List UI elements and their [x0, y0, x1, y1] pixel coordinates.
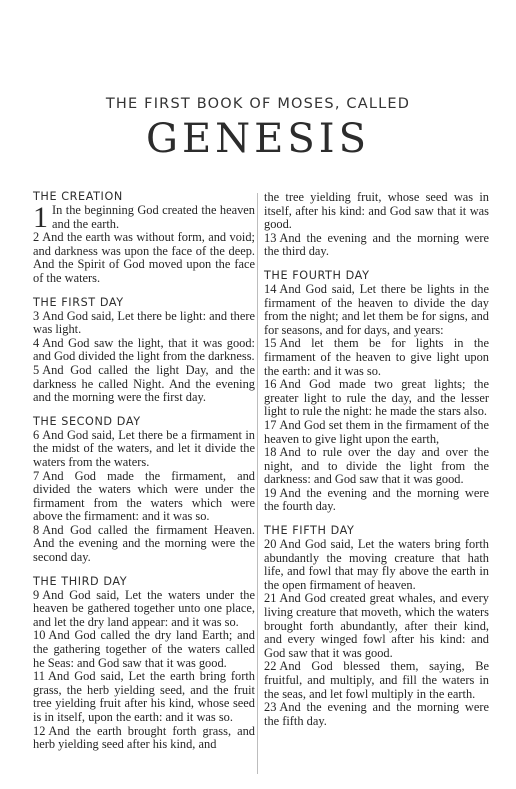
verse-text: And God said, Let the waters under the heaven be gathered together unto one place, and let the dry land appear: and it was so. [33, 587, 255, 629]
verse-text: And God said, Let there be light: and there was light. [33, 308, 255, 337]
verse-number: 18 [264, 445, 277, 460]
verse-number: 9 [33, 587, 40, 602]
left-column [33, 190, 255, 752]
verse [33, 231, 255, 285]
verse [264, 283, 489, 337]
chapter-dropcap: 1 [33, 201, 48, 234]
verse [33, 310, 255, 337]
verse-number: 3 [33, 308, 40, 323]
verse-text: And God created great whales, and every living creature that moveth, which the waters brought forth abundantly, after their kind, and every winged fowl after his kind: and God saw that it was good. [264, 591, 489, 660]
verse-number: 16 [264, 377, 277, 392]
section-heading: THE CREATION [33, 190, 123, 203]
verse [33, 201, 255, 234]
verse-number: 23 [264, 700, 277, 715]
book-title: GENESIS [146, 116, 370, 162]
verse-text: And God called the dry land Earth; and the gathering together of the waters called he Seas: and God saw that it was good. [33, 628, 255, 670]
verse-text: And let them be for lights in the firmament of the heaven to give light upon the earth: and it was so. [264, 336, 489, 378]
section-heading: THE FOURTH DAY [264, 268, 370, 282]
verse-text: And the earth brought forth grass, and herb yielding seed after his kind, and [33, 723, 255, 752]
book-kicker: THE FIRST BOOK OF MOSES, CALLED [105, 96, 411, 112]
verse-number: 14 [264, 281, 277, 296]
verse [33, 337, 255, 364]
verse-number: 10 [33, 628, 46, 643]
verse-number: 11 [33, 669, 45, 684]
section-heading: THE SECOND DAY [33, 414, 141, 428]
section-heading: THE FIFTH DAY [264, 524, 355, 538]
verse [264, 592, 489, 660]
verse-text: And God said, Let the earth bring forth grass, the herb yielding seed, and the fruit tree yielding fruit after his kind, whose seed is in itself, upon the earth: and it was so. [33, 669, 255, 724]
verse-text: And God set them in the firmament of the heaven to give light upon the earth, [264, 417, 489, 446]
verse-text: And God said, Let the waters bring forth abundantly the moving creature that hath life, and fowl that may fly above the earth in the open firmament of heaven. [264, 537, 489, 592]
verse [33, 629, 255, 670]
column-divider [257, 193, 258, 774]
verse [33, 429, 255, 470]
verse-text: And God said, Let there be a firmament in the midst of the waters, and let it divide the waters from the waters. [33, 427, 255, 469]
verse [264, 232, 489, 259]
verse-number: 22 [264, 659, 277, 674]
verse-text: And the earth was without form, and void; and darkness was upon the face of the deep. And the Spirit of God moved upon the face of the waters. [33, 230, 255, 285]
verse-text: And God said, Let there be lights in the firmament of the heaven to divide the day from the night; and let them be for signs, and for seasons, and for days, and years: [264, 281, 489, 337]
verse [33, 725, 255, 752]
verse [264, 446, 489, 487]
verse-text: And the evening and the morning were the fifth day. [264, 700, 489, 728]
verse [33, 364, 255, 405]
verse-number: 19 [264, 485, 277, 500]
verse-text: And God called the light Day, and the darkness he called Night. And the evening and the morning were the first day. [33, 362, 255, 405]
verse-text: And the evening and the morning were the third day. [264, 230, 489, 259]
verse [33, 470, 255, 524]
verse-number: 5 [33, 362, 40, 377]
verse [33, 670, 255, 724]
verse-text: And God saw the light, that it was good: and God divided the light from the darkness. [33, 335, 255, 364]
verse-number: 20 [264, 537, 277, 552]
verse-number: 4 [33, 335, 40, 350]
verse [264, 487, 489, 514]
verse [264, 538, 489, 592]
verse [264, 378, 489, 419]
verse-number: 12 [33, 723, 46, 738]
verse-text: And God blessed them, saying, Be fruitful, and multiply, and fill the waters in the seas, and let fowl multiply in the earth. [264, 659, 489, 701]
verse-number: 8 [33, 522, 40, 537]
verse [264, 701, 489, 728]
verse-number: 21 [264, 591, 277, 606]
verse [264, 660, 489, 701]
verse-text: And God called the firmament Heaven. And the evening and the morning were the second day. [33, 522, 255, 565]
verse-number: 2 [33, 230, 40, 245]
verse-text: And the evening and the morning were the fourth day. [264, 485, 489, 514]
verse-text: the tree yielding fruit, whose seed was in itself, after his kind: and God saw that it was good. [264, 190, 489, 232]
verse-number: 7 [33, 468, 40, 483]
verse-text: And to rule over the day and over the night, and to divide the light from the darkness: and God saw that it was good. [264, 445, 489, 487]
verse [264, 337, 489, 378]
right-column [264, 191, 489, 728]
verse-text: In the beginning God created the heaven and the earth. [52, 203, 255, 231]
verse [264, 419, 489, 446]
verse [264, 191, 489, 232]
verse [33, 524, 255, 565]
verse-number: 17 [264, 417, 277, 432]
section-heading: THE THIRD DAY [33, 574, 128, 588]
verse-text: And God made two great lights; the greater light to rule the day, and the lesser light to rule the night: he made the stars also. [264, 377, 489, 419]
verse-text: And God made the firmament, and divided the waters which were under the firmament from the waters which were above the firmament: and it was so. [33, 468, 255, 524]
verse [33, 589, 255, 630]
verse-number: 6 [33, 427, 40, 442]
verse-number: 15 [264, 336, 277, 351]
verse-number: 13 [264, 230, 277, 245]
section-heading: THE FIRST DAY [33, 295, 124, 309]
